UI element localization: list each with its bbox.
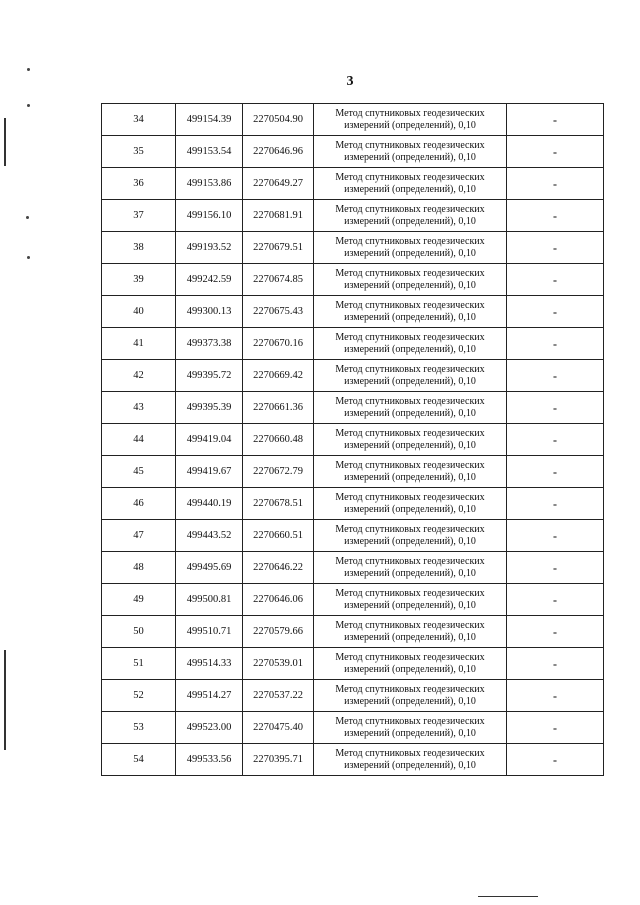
method-cell: Метод спутниковых геодезических измерений (определений), 0,10 xyxy=(314,360,507,392)
y-coordinate-cell: 2270672.79 xyxy=(243,456,314,488)
y-coordinate-cell: 2270670.16 xyxy=(243,328,314,360)
table-row xyxy=(102,552,604,584)
x-coordinate-cell: 499419.04 xyxy=(176,424,243,456)
method-cell: Метод спутниковых геодезических измерений (определений), 0,10 xyxy=(314,392,507,424)
x-coordinate-cell: 499156.10 xyxy=(176,200,243,232)
point-number-cell: 35 xyxy=(102,136,176,168)
x-coordinate-cell: 499242.59 xyxy=(176,264,243,296)
scan-speck xyxy=(27,256,30,259)
method-cell: Метод спутниковых геодезических измерений (определений), 0,10 xyxy=(314,232,507,264)
table-row xyxy=(102,200,604,232)
method-cell: Метод спутниковых геодезических измерений (определений), 0,10 xyxy=(314,200,507,232)
point-number-cell: 41 xyxy=(102,328,176,360)
x-coordinate-cell: 499153.54 xyxy=(176,136,243,168)
point-number-cell: 53 xyxy=(102,712,176,744)
y-coordinate-cell: 2270679.51 xyxy=(243,232,314,264)
precision-cell: - xyxy=(507,104,604,136)
method-cell: Метод спутниковых геодезических измерений (определений), 0,10 xyxy=(314,520,507,552)
method-cell: Метод спутниковых геодезических измерений (определений), 0,10 xyxy=(314,616,507,648)
precision-cell: - xyxy=(507,296,604,328)
point-number-cell: 37 xyxy=(102,200,176,232)
point-number-cell: 49 xyxy=(102,584,176,616)
x-coordinate-cell: 499523.00 xyxy=(176,712,243,744)
y-coordinate-cell: 2270661.36 xyxy=(243,392,314,424)
precision-cell: - xyxy=(507,456,604,488)
point-number-cell: 47 xyxy=(102,520,176,552)
table-row xyxy=(102,424,604,456)
precision-cell: - xyxy=(507,488,604,520)
y-coordinate-cell: 2270539.01 xyxy=(243,648,314,680)
precision-cell: - xyxy=(507,200,604,232)
table-row xyxy=(102,264,604,296)
point-number-cell: 42 xyxy=(102,360,176,392)
method-cell: Метод спутниковых геодезических измерений (определений), 0,10 xyxy=(314,296,507,328)
scan-speck xyxy=(27,68,30,71)
precision-cell: - xyxy=(507,360,604,392)
y-coordinate-cell: 2270646.96 xyxy=(243,136,314,168)
method-cell: Метод спутниковых геодезических измерений (определений), 0,10 xyxy=(314,136,507,168)
table-row xyxy=(102,488,604,520)
precision-cell: - xyxy=(507,136,604,168)
precision-cell: - xyxy=(507,392,604,424)
precision-cell: - xyxy=(507,552,604,584)
point-number-cell: 51 xyxy=(102,648,176,680)
y-coordinate-cell: 2270674.85 xyxy=(243,264,314,296)
scan-speck xyxy=(26,216,29,219)
point-number-cell: 40 xyxy=(102,296,176,328)
method-cell: Метод спутниковых геодезических измерений (определений), 0,10 xyxy=(314,584,507,616)
precision-cell: - xyxy=(507,168,604,200)
x-coordinate-cell: 499443.52 xyxy=(176,520,243,552)
method-cell: Метод спутниковых геодезических измерений (определений), 0,10 xyxy=(314,648,507,680)
table-row xyxy=(102,296,604,328)
point-number-cell: 36 xyxy=(102,168,176,200)
y-coordinate-cell: 2270475.40 xyxy=(243,712,314,744)
point-number-cell: 48 xyxy=(102,552,176,584)
x-coordinate-cell: 499500.81 xyxy=(176,584,243,616)
table-row xyxy=(102,168,604,200)
table-row xyxy=(102,648,604,680)
table-row xyxy=(102,744,604,776)
x-coordinate-cell: 499395.39 xyxy=(176,392,243,424)
precision-cell: - xyxy=(507,584,604,616)
precision-cell: - xyxy=(507,520,604,552)
x-coordinate-cell: 499510.71 xyxy=(176,616,243,648)
point-number-cell: 44 xyxy=(102,424,176,456)
table-row xyxy=(102,360,604,392)
x-coordinate-cell: 499193.52 xyxy=(176,232,243,264)
x-coordinate-cell: 499395.72 xyxy=(176,360,243,392)
precision-cell: - xyxy=(507,328,604,360)
table-row xyxy=(102,392,604,424)
table-row xyxy=(102,520,604,552)
table-row xyxy=(102,584,604,616)
x-coordinate-cell: 499419.67 xyxy=(176,456,243,488)
method-cell: Метод спутниковых геодезических измерений (определений), 0,10 xyxy=(314,328,507,360)
y-coordinate-cell: 2270395.71 xyxy=(243,744,314,776)
x-coordinate-cell: 499514.33 xyxy=(176,648,243,680)
precision-cell: - xyxy=(507,424,604,456)
x-coordinate-cell: 499373.38 xyxy=(176,328,243,360)
scan-edge-mark xyxy=(4,650,6,750)
y-coordinate-cell: 2270660.48 xyxy=(243,424,314,456)
point-number-cell: 46 xyxy=(102,488,176,520)
precision-cell: - xyxy=(507,744,604,776)
x-coordinate-cell: 499440.19 xyxy=(176,488,243,520)
table-row xyxy=(102,104,604,136)
x-coordinate-cell: 499153.86 xyxy=(176,168,243,200)
point-number-cell: 43 xyxy=(102,392,176,424)
method-cell: Метод спутниковых геодезических измерений (определений), 0,10 xyxy=(314,712,507,744)
table-row xyxy=(102,712,604,744)
table-row xyxy=(102,328,604,360)
y-coordinate-cell: 2270537.22 xyxy=(243,680,314,712)
table-row xyxy=(102,456,604,488)
method-cell: Метод спутниковых геодезических измерений (определений), 0,10 xyxy=(314,104,507,136)
precision-cell: - xyxy=(507,232,604,264)
y-coordinate-cell: 2270675.43 xyxy=(243,296,314,328)
y-coordinate-cell: 2270681.91 xyxy=(243,200,314,232)
x-coordinate-cell: 499533.56 xyxy=(176,744,243,776)
page-number: 3 xyxy=(346,74,354,89)
method-cell: Метод спутниковых геодезических измерений (определений), 0,10 xyxy=(314,488,507,520)
y-coordinate-cell: 2270504.90 xyxy=(243,104,314,136)
y-coordinate-cell: 2270646.22 xyxy=(243,552,314,584)
table-row xyxy=(102,232,604,264)
method-cell: Метод спутниковых геодезических измерений (определений), 0,10 xyxy=(314,456,507,488)
coordinates-table xyxy=(101,103,604,776)
table-row xyxy=(102,680,604,712)
point-number-cell: 38 xyxy=(102,232,176,264)
x-coordinate-cell: 499300.13 xyxy=(176,296,243,328)
method-cell: Метод спутниковых геодезических измерений (определений), 0,10 xyxy=(314,680,507,712)
y-coordinate-cell: 2270660.51 xyxy=(243,520,314,552)
scan-edge-mark xyxy=(4,118,6,166)
precision-cell: - xyxy=(507,712,604,744)
y-coordinate-cell: 2270646.06 xyxy=(243,584,314,616)
point-number-cell: 50 xyxy=(102,616,176,648)
point-number-cell: 39 xyxy=(102,264,176,296)
scan-speck xyxy=(27,104,30,107)
point-number-cell: 52 xyxy=(102,680,176,712)
precision-cell: - xyxy=(507,264,604,296)
precision-cell: - xyxy=(507,616,604,648)
method-cell: Метод спутниковых геодезических измерений (определений), 0,10 xyxy=(314,552,507,584)
method-cell: Метод спутниковых геодезических измерений (определений), 0,10 xyxy=(314,168,507,200)
method-cell: Метод спутниковых геодезических измерений (определений), 0,10 xyxy=(314,744,507,776)
point-number-cell: 34 xyxy=(102,104,176,136)
table-row xyxy=(102,616,604,648)
point-number-cell: 45 xyxy=(102,456,176,488)
y-coordinate-cell: 2270669.42 xyxy=(243,360,314,392)
y-coordinate-cell: 2270678.51 xyxy=(243,488,314,520)
point-number-cell: 54 xyxy=(102,744,176,776)
x-coordinate-cell: 499514.27 xyxy=(176,680,243,712)
x-coordinate-cell: 499154.39 xyxy=(176,104,243,136)
precision-cell: - xyxy=(507,680,604,712)
table-row xyxy=(102,136,604,168)
method-cell: Метод спутниковых геодезических измерений (определений), 0,10 xyxy=(314,264,507,296)
y-coordinate-cell: 2270579.66 xyxy=(243,616,314,648)
precision-cell: - xyxy=(507,648,604,680)
y-coordinate-cell: 2270649.27 xyxy=(243,168,314,200)
scan-line-mark xyxy=(478,896,538,897)
method-cell: Метод спутниковых геодезических измерений (определений), 0,10 xyxy=(314,424,507,456)
x-coordinate-cell: 499495.69 xyxy=(176,552,243,584)
